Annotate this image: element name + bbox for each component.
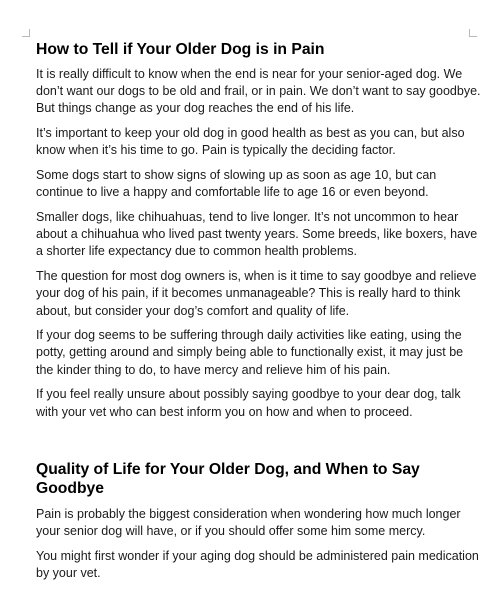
- text-line: your senior dog will have, or if you should offer some him some mercy.: [36, 524, 426, 539]
- text-line: potty, getting around and simply being able to functionally exist, it may just be: [36, 345, 464, 360]
- text-line: with your vet who can best inform you on how and when to proceed.: [36, 404, 413, 419]
- document-body: [36, 40, 481, 583]
- text-line: about a chihuahua who lived past twenty years. Some breeds, like boxers, have: [36, 227, 478, 242]
- text-line: Pain is probably the biggest consideration when wondering how much longer: [36, 506, 461, 521]
- section-quality-of-life: [36, 460, 481, 582]
- text-line: If you feel really unsure about possibly saying goodbye to your dear dog, talk: [36, 387, 461, 402]
- body-paragraph: [36, 506, 481, 541]
- text-line: You might first wonder if your aging dog should be administered pain medication: [36, 548, 479, 563]
- text-line: know when it’s his time to go. Pain is typically the deciding factor.: [36, 143, 396, 158]
- text-line: your dog of his pain, if it becomes unmanageable? This is really hard to think: [36, 286, 461, 301]
- text-line: Some dogs start to show signs of slowing up as soon as age 10, but can: [36, 167, 437, 182]
- heading-line: Quality of Life for Your Older Dog, and When to Say: [36, 461, 420, 479]
- body-paragraph: [36, 66, 481, 118]
- body-paragraph: [36, 268, 481, 320]
- section-heading: [36, 40, 481, 59]
- body-paragraph: [36, 386, 481, 421]
- heading-line: How to Tell if Your Older Dog is in Pain: [36, 40, 325, 58]
- body-paragraph: [36, 167, 481, 202]
- text-line: by your vet.: [36, 565, 101, 580]
- text-line: the kinder thing to do, to have mercy and relieve him of his pain.: [36, 362, 391, 377]
- section-heading: [36, 460, 481, 498]
- body-paragraph: [36, 327, 481, 379]
- margin-corner-mark-top-left: [22, 29, 30, 37]
- body-paragraph: [36, 548, 481, 583]
- text-line: a shorter life expectancy due to common health problems.: [36, 244, 358, 259]
- text-line: about, but consider your dog’s comfort and quality of life.: [36, 303, 350, 318]
- text-line: The question for most dog owners is, when is it time to say goodbye and relieve: [36, 268, 477, 283]
- text-line: But things change as your dog reaches the end of his life.: [36, 101, 355, 116]
- text-line: If your dog seems to be suffering through daily activities like eating, using the: [36, 328, 462, 343]
- text-line: continue to live a happy and comfortable life to age 16 or even beyond.: [36, 185, 429, 200]
- text-line: don’t want our dogs to be old and frail, or in pain. We don’t want to say goodbye.: [36, 84, 481, 99]
- text-line: It is really difficult to know when the end is near for your senior-aged dog. We: [36, 66, 463, 81]
- heading-line: Goodbye: [36, 480, 104, 498]
- margin-corner-mark-top-right: [469, 29, 477, 37]
- text-line: Smaller dogs, like chihuahuas, tend to live longer. It’s not uncommon to hear: [36, 209, 459, 224]
- section-how-to-tell: [36, 40, 481, 421]
- body-paragraph: [36, 209, 481, 261]
- body-paragraph: [36, 125, 481, 160]
- text-line: It’s important to keep your old dog in good health as best as you can, but also: [36, 125, 465, 140]
